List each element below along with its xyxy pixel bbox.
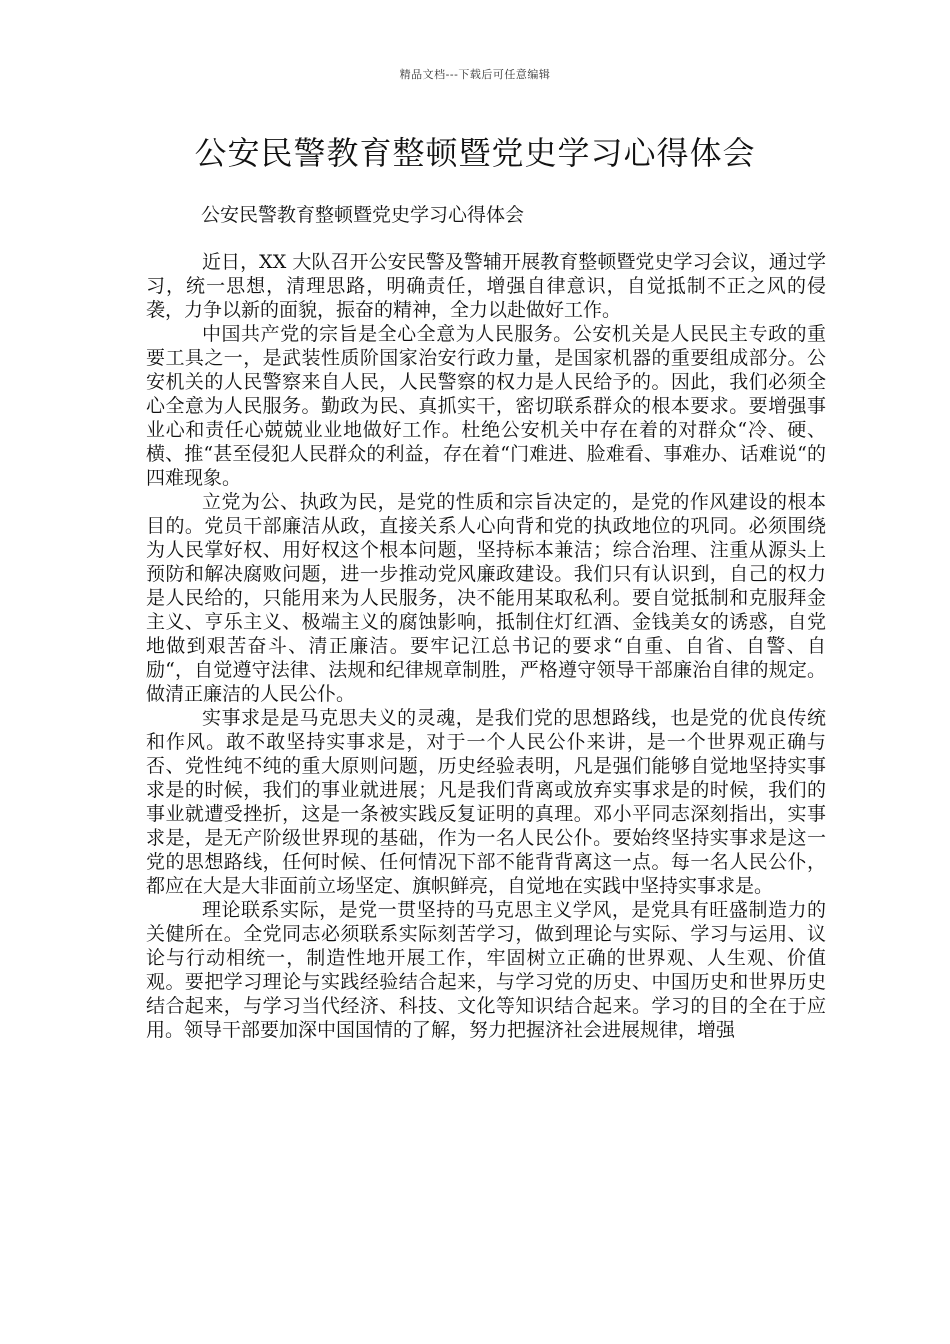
document-subtitle: 公安民警教育整顿暨党史学习心得体会 bbox=[201, 204, 525, 226]
paragraph-5: 理论联系实际，是党一贯坚持的马克思主义学风，是党具有旺盛制造力的关健所在。全党同志必须联系实际刻苦学习，做到理论与实际、学习与运用、议论与行动相统一，制造性地开展工作，牢固树立正确的世界观、人生观、价值观。要把学习理论与实践经验结合起来，与学习党的历史、中国历史和世界历史结合起来，与学习当代经济、科技、文化等知识结合起来。学习的目的全在于应用。领导干部要加深中国国情的了解，努力把握济社会进展规律，增强 bbox=[146, 899, 826, 1041]
paragraph-1: 近日，XX 大队召开公安民警及警辅开展教育整顿暨党史学习会议，通过学习，统一思想，清理思路，明确责任，增强自律意识，自觉抵制不正之风的侵袭，力争以新的面貌，振奋的精神，全力以赴做好工作。 bbox=[146, 251, 826, 321]
paragraph-3: 立党为公、执政为民，是党的性质和宗旨决定的，是党的作风建设的根本目的。党员干部廉洁从政，直接关系人心向背和党的执政地位的巩同。必须围绕为人民掌好权、用好权这个根本问题，坚持标本兼洁；综合治理、注重从源头上预防和解决腐败问题，进一步推动党风廉政建设。我们只有认识到，自己的权力是人民给的，只能用来为人民服务，决不能用某取私利。要自觉抵制和克服拜金主义、亨乐主义、极端主义的腐蚀影响，抵制住灯红酒、金钱美女的诱惑，自党地做到艰苦奋斗、清正廉洁。要牢记江总书记的要求“自重、自省、自警、自励“，自觉遵守法律、法规和纪律规章制胜，严格遵守领导干部廉治自律的规定。做清正廉洁的人民公仆。 bbox=[146, 491, 826, 705]
document-body bbox=[146, 250, 826, 1042]
paragraph-4: 实事求是是马克思夫义的灵魂，是我们党的思想路线，也是党的优良传统和作风。敢不敢坚持实事求是，对于一个人民公仆来讲，是一个世界观正确与否、党性纯不纯的重大原则问题，历史经验表明，凡是强们能够自觉地坚持实事求是的时候，我们的事业就进展；凡是我们背离或放弃实事求是的时候，我们的事业就遭受挫折，这是一条被实践反复证明的真理。邓小平同志深刻指出，实事求是，是无产阶级世界现的基础，作为一名人民公仆。要始终坚持实事求是这一党的思想路线，任何时候、任何情况下部不能背背离这一点。每一名人民公仆，都应在大是大非面前立场坚定、旗帜鲜亮，自觉地在实践中坚持实事求是。 bbox=[146, 707, 826, 897]
header-note: 精品文档---下载后可任意编辑 bbox=[399, 68, 551, 81]
document-title: 公安民警教育整顿暨党史学习心得体会 bbox=[194, 134, 756, 172]
paragraph-2: 中国共产党的宗旨是全心全意为人民服务。公安机关是人民民主专政的重要工具之一，是武装性质阶国家治安行政力量，是国家机器的重要组成部分。公安机关的人民警察来自人民，人民警察的权力是人民给予的。因此，我们必须全心全意为人民服务。勤政为民、真抓实干，密切联系群众的根本要求。要增强事业心和责任心兢兢业业地做好工作。杜绝公安机关中存在着的对群众“冷、硬、横、推“甚至侵犯人民群众的利益，存在着“门难进、脸难看、事难办、话难说“的四难现象。 bbox=[146, 323, 826, 489]
